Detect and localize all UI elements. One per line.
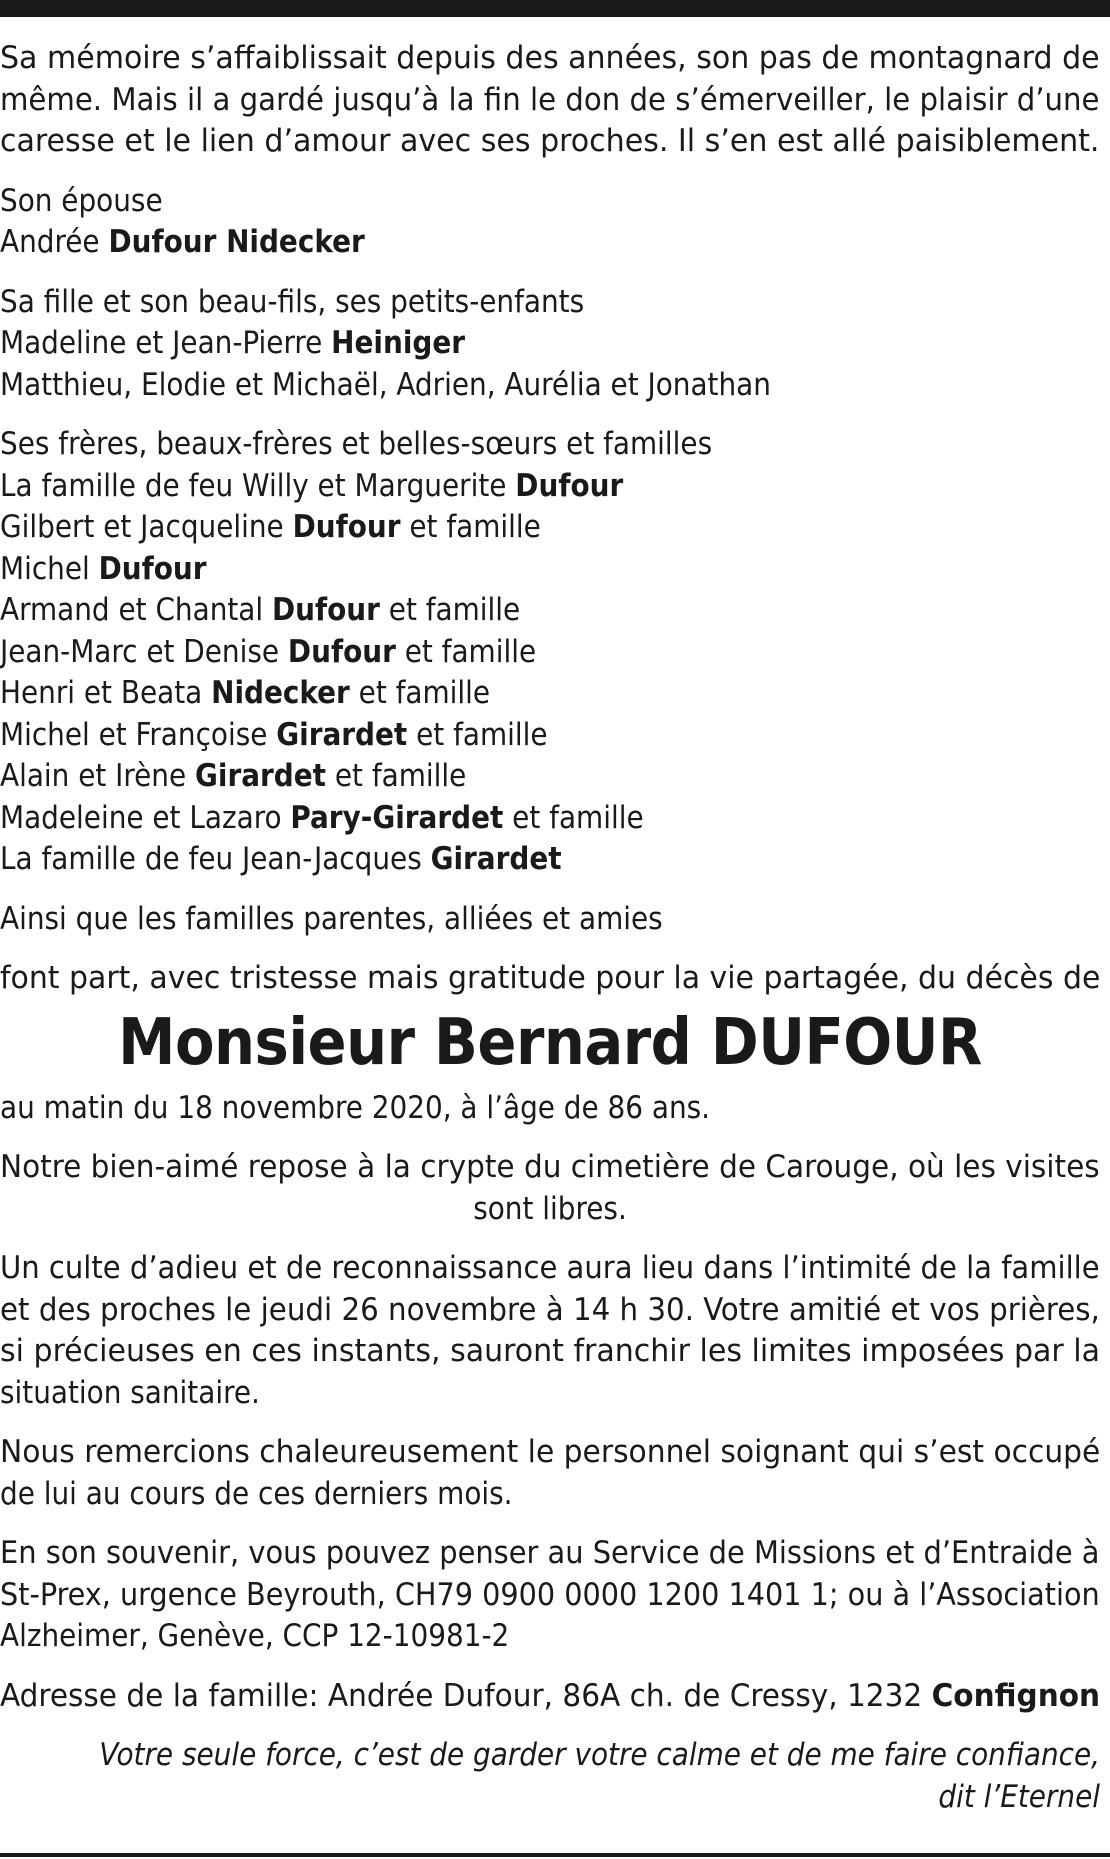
sibling-first: La famille de feu Willy et Marguerite xyxy=(0,467,516,504)
sibling-surname: Girardet xyxy=(430,841,562,877)
date-paragraph xyxy=(0,1088,1100,1130)
ceremony-line: si précieuses en ces instants, sauront franchir les limites imposées par la xyxy=(0,1333,1101,1369)
donation-line: Alzheimer, Genève, CCP 12-10981-2 xyxy=(0,1618,510,1654)
sibling-surname: Pary-Girardet xyxy=(290,799,504,836)
spouse-section xyxy=(0,181,1100,264)
quote-line: dit l’Eternel xyxy=(938,1778,1100,1815)
obituary-notice xyxy=(0,38,1100,1818)
sibling-entry xyxy=(0,839,562,881)
intro-line: même. Mais il a gardé jusqu’à la fin le don de s’émerveiller, le plaisir d’une xyxy=(0,81,1100,118)
top-rule xyxy=(0,0,1110,17)
ceremony-line: situation sanitaire. xyxy=(0,1374,260,1411)
announce-paragraph xyxy=(0,958,1100,1000)
ceremony-paragraph xyxy=(0,1248,1100,1414)
daughter-section xyxy=(0,282,1100,407)
sibling-entry xyxy=(0,715,548,757)
siblings-heading: Ses frères, beaux-frères et belles-sœurs et familles xyxy=(0,426,713,462)
donation-line: En son souvenir, vous pouvez penser au Service de Missions et d’Entraide à xyxy=(0,1535,1100,1571)
sibling-entry xyxy=(0,466,623,508)
sibling-surname: Girardet xyxy=(276,716,408,753)
daughter-line xyxy=(0,323,465,365)
daughter-surname: Heiniger xyxy=(331,325,466,361)
date-line: au matin du 18 novembre 2020, à l’âge de 86 ans. xyxy=(0,1089,711,1126)
sibling-suffix: et famille xyxy=(395,633,537,670)
sibling-suffix: et famille xyxy=(349,675,491,711)
sibling-first: Henri et Beata xyxy=(0,675,212,711)
sibling-entry xyxy=(0,756,466,798)
address-line xyxy=(0,1676,1100,1718)
closing-quote xyxy=(0,1735,1100,1818)
spouse-surname: Dufour Nidecker xyxy=(108,224,365,260)
sibling-surname: Girardet xyxy=(195,758,327,794)
sibling-entry xyxy=(0,549,207,591)
sibling-surname: Dufour xyxy=(98,550,207,587)
sibling-suffix: et famille xyxy=(326,758,467,794)
sibling-entry xyxy=(0,673,490,715)
thanks-line: Nous remercions chaleureusement le personnel soignant qui s’est occupé xyxy=(0,1434,1101,1470)
sibling-entry xyxy=(0,590,520,632)
sibling-entry xyxy=(0,798,644,840)
thanks-paragraph xyxy=(0,1432,1100,1515)
quote-line: Votre seule force, c’est de garder votre calme et de me faire confiance, xyxy=(99,1737,1100,1773)
sibling-suffix: et famille xyxy=(503,799,644,836)
spouse-heading: Son épouse xyxy=(0,182,163,219)
sibling-first: Madeleine et Lazaro xyxy=(0,799,291,836)
bottom-rule xyxy=(0,1853,1110,1857)
sibling-surname: Dufour xyxy=(272,592,380,628)
sibling-first: La famille de feu Jean-Jacques xyxy=(0,841,431,877)
ceremony-line: Un culte d’adieu et de reconnaissance aura lieu dans l’intimité de la famille xyxy=(0,1250,1100,1286)
deceased-name: Monsieur Bernard DUFOUR xyxy=(118,1005,982,1080)
sibling-first: Michel xyxy=(0,550,99,587)
sibling-entry xyxy=(0,632,536,674)
sibling-surname: Dufour xyxy=(515,467,624,504)
sibling-first: Michel et Françoise xyxy=(0,716,277,753)
sibling-suffix: et famille xyxy=(400,509,541,545)
sibling-first: Gilbert et Jacqueline xyxy=(0,509,293,545)
address-town: Confignon xyxy=(931,1677,1101,1714)
daughter-heading: Sa fille et son beau-fils, ses petits-enfants xyxy=(0,283,585,320)
rest-line: sont libres. xyxy=(473,1190,627,1227)
donation-paragraph xyxy=(0,1533,1100,1658)
rest-paragraph xyxy=(0,1147,1100,1230)
relatives-paragraph xyxy=(0,899,1100,941)
donation-line: St-Prex, urgence Beyrouth, CH79 0900 0000 1200 1401 1; ou à l’Association xyxy=(0,1576,1100,1613)
relatives-line: Ainsi que les familles parentes, alliées et amies xyxy=(0,900,663,937)
thanks-line: de lui au cours de ces derniers mois. xyxy=(0,1475,513,1512)
intro-line: caresse et le lien d’amour avec ses proches. Il s’en est allé paisiblement. xyxy=(0,123,1100,159)
sibling-first: Armand et Chantal xyxy=(0,592,272,628)
spouse-line xyxy=(0,222,365,264)
sibling-surname: Nidecker xyxy=(211,675,350,711)
spouse-first-name: Andrée xyxy=(0,224,109,260)
address-paragraph xyxy=(0,1676,1100,1718)
announce-line: font part, avec tristesse mais gratitude pour la vie partagée, du décès de xyxy=(0,960,1101,996)
sibling-suffix: et famille xyxy=(379,592,521,628)
sibling-first: Jean-Marc et Denise xyxy=(0,633,288,670)
intro-paragraph xyxy=(0,38,1100,163)
sibling-first: Alain et Irène xyxy=(0,758,196,794)
siblings-section xyxy=(0,424,1100,881)
sibling-entry xyxy=(0,507,541,549)
sibling-suffix: et famille xyxy=(407,716,548,753)
address-prefix: Adresse de la famille: Andrée Dufour, 86A ch. de Cressy, 1232 xyxy=(0,1677,932,1714)
sibling-surname: Dufour xyxy=(292,509,401,545)
grandchildren-line: Matthieu, Elodie et Michaël, Adrien, Aurélia et Jonathan xyxy=(0,366,771,403)
intro-line: Sa mémoire s’affaiblissait depuis des années, son pas de montagnard de xyxy=(0,40,1100,76)
daughter-first-names: Madeline et Jean-Pierre xyxy=(0,325,332,361)
ceremony-line: et des proches le jeudi 26 novembre à 14 h 30. Votre amitié et vos prières, xyxy=(0,1291,1100,1328)
sibling-surname: Dufour xyxy=(287,633,396,670)
rest-line: Notre bien-aimé repose à la crypte du cimetière de Carouge, où les visites xyxy=(0,1149,1100,1185)
